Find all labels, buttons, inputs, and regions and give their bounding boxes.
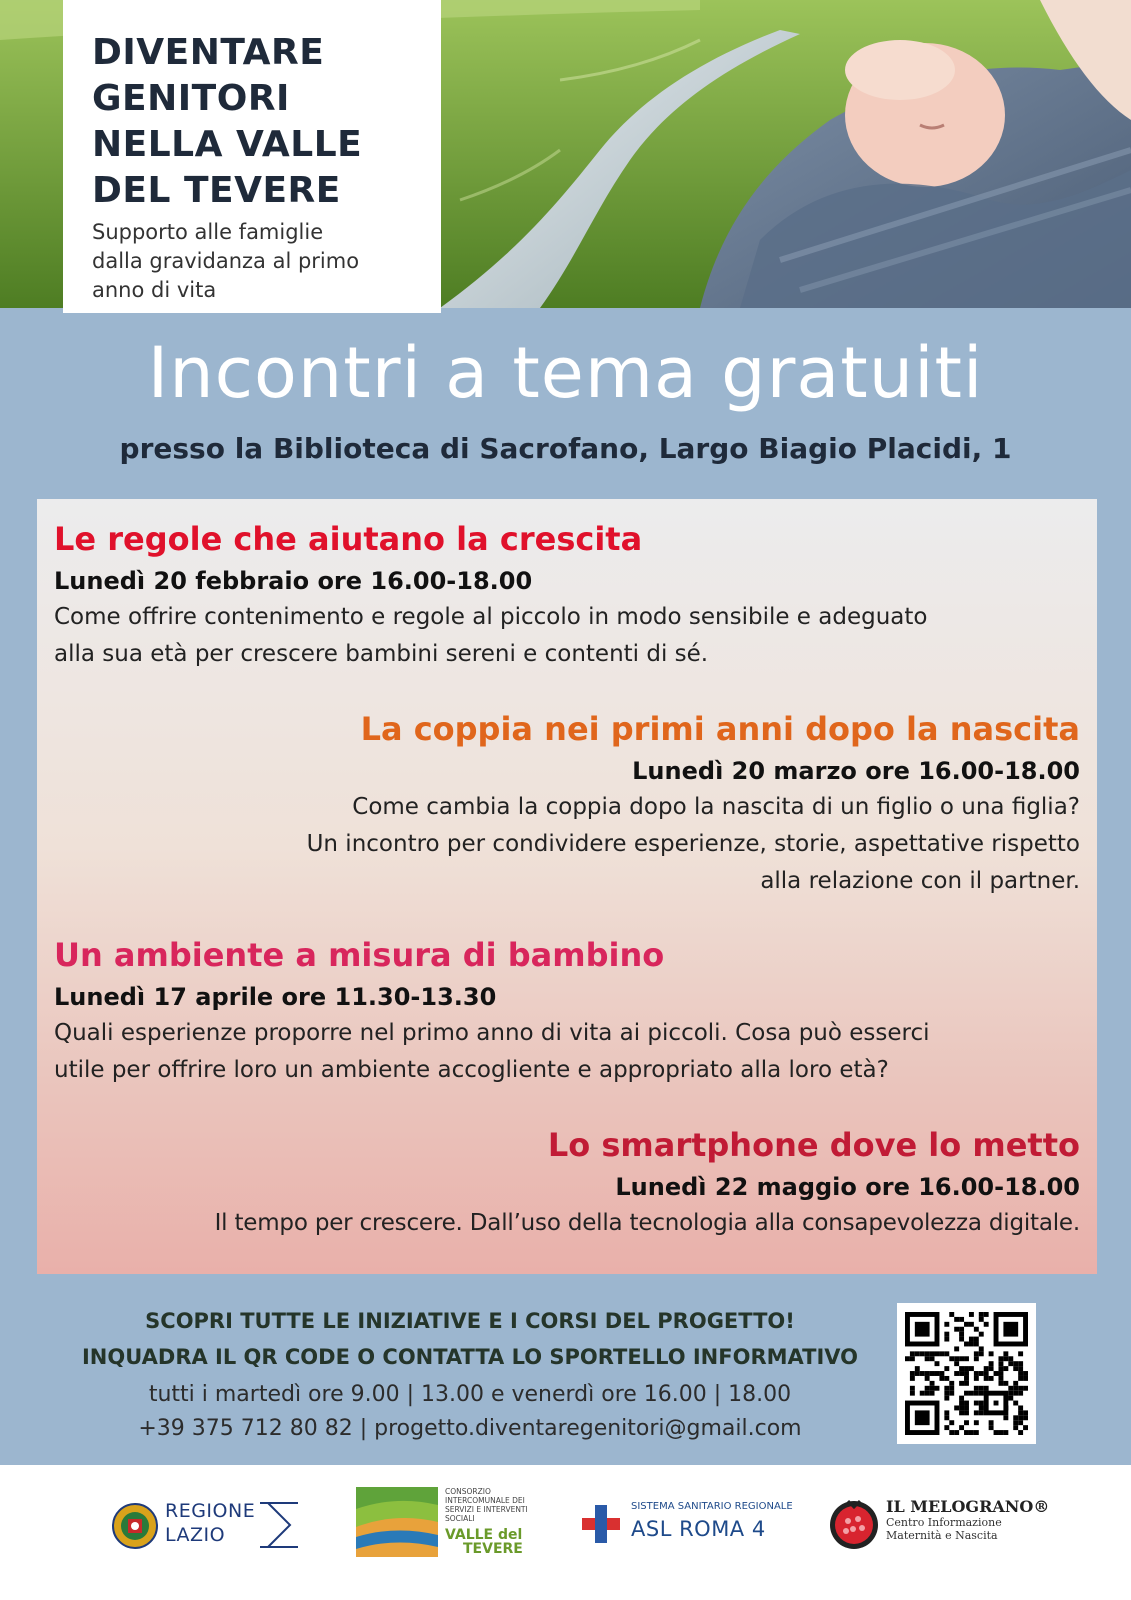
event-date: Lunedì 20 febbraio ore 16.00-18.00 — [54, 567, 533, 595]
project-subtitle-line: anno di vita — [92, 278, 217, 302]
events-panel — [37, 499, 1097, 1274]
contact-info — [40, 1378, 900, 1446]
event-description-line: utile per offrire loro un ambiente accogliente e appropriato alla loro età? — [54, 1057, 889, 1083]
consorzio-valle: VALLE del — [445, 1527, 523, 1543]
cta-line: INQUADRA IL QR CODE O CONTATTA LO SPORTELLO INFORMATIVO — [81, 1345, 859, 1369]
health-cross-icon — [582, 1505, 620, 1543]
logo-text-line: LAZIO — [165, 1524, 226, 1546]
partner-logos — [0, 1465, 1131, 1600]
event-item — [54, 1125, 1080, 1242]
event-title: La coppia nei primi anni dopo la nascita — [360, 710, 1080, 748]
event-description-line: Quali esperienze proporre nel primo anno di vita ai piccoli. Cosa può esserci — [54, 1020, 930, 1046]
regione-lazio-logo — [110, 1495, 305, 1555]
asl-name: ASL ROMA 4 — [631, 1517, 766, 1541]
event-description-line: Il tempo per crescere. Dall’uso della tecnologia alla consapevolezza digitale. — [214, 1210, 1080, 1236]
consorzio-valle-tevere-logo — [356, 1485, 531, 1560]
qr-code-icon — [905, 1311, 1028, 1436]
project-subtitle — [92, 218, 432, 305]
event-description — [54, 789, 1080, 900]
il-melograno-logo — [826, 1495, 1050, 1555]
headline: Incontri a tema gratuiti — [147, 332, 984, 414]
consorzio-name: CONSORZIO INTERCOMUNALE DEI SERVIZI E INTERVENTI SOCIALI — [445, 1487, 528, 1523]
asl-roma4-logo — [582, 1499, 802, 1549]
project-title-line: DIVENTARE — [92, 32, 325, 73]
event-item — [54, 709, 1080, 900]
pomegranate-icon — [826, 1495, 882, 1551]
office-hours: tutti i martedì ore 9.00 | 13.00 e venerdì ore 16.00 | 18.00 — [148, 1382, 792, 1407]
event-date: Lunedì 20 marzo ore 16.00-18.00 — [632, 757, 1080, 785]
lazio-crest-icon — [110, 1501, 160, 1551]
consorzio-tevere: TEVERE — [463, 1541, 523, 1557]
event-title: Le regole che aiutano la crescita — [54, 520, 643, 558]
valley-icon — [356, 1487, 438, 1557]
call-to-action — [40, 1303, 900, 1375]
regione-lazio-text — [165, 1499, 255, 1547]
event-title: Lo smartphone dove lo metto — [547, 1126, 1080, 1164]
event-date: Lunedì 17 aprile ore 11.30-13.30 — [54, 983, 497, 1011]
event-item — [54, 519, 1080, 673]
title-box — [63, 0, 441, 313]
event-description-line: alla relazione con il partner. — [760, 868, 1080, 894]
event-description — [54, 1205, 1080, 1242]
event-description — [54, 599, 1080, 673]
event-title: Un ambiente a misura di bambino — [54, 936, 665, 974]
phone-email[interactable]: +39 375 712 80 82 | progetto.diventaregenitori@gmail.com — [138, 1416, 802, 1441]
logo-text-line: REGIONE — [165, 1500, 256, 1522]
qr-code[interactable] — [897, 1303, 1036, 1444]
project-title-line: GENITORI — [92, 78, 290, 119]
event-description-line: Come cambia la coppia dopo la nascita di un figlio o una figlia? — [352, 794, 1080, 820]
event-description-line: Come offrire contenimento e regole al piccolo in modo sensibile e adeguato — [54, 604, 928, 630]
melograno-subtitle: Centro Informazione Maternità e Nascita — [886, 1516, 1002, 1542]
event-item — [54, 935, 1080, 1089]
project-title-line: DEL TEVERE — [92, 170, 341, 211]
project-subtitle-line: dalla gravidanza al primo — [92, 249, 360, 273]
event-date: Lunedì 22 maggio ore 16.00-18.00 — [615, 1173, 1080, 1201]
cta-line: SCOPRI TUTTE LE INIZIATIVE E I CORSI DEL PROGETTO! — [145, 1309, 795, 1333]
venue: presso la Biblioteca di Sacrofano, Largo Biagio Placidi, 1 — [119, 432, 1012, 465]
project-title-line: NELLA VALLE — [92, 124, 363, 165]
chevron-decoration-icon — [260, 1500, 300, 1550]
project-subtitle-line: Supporto alle famiglie — [92, 220, 324, 244]
project-title — [92, 30, 432, 214]
event-description-line: Un incontro per condividere esperienze, storie, aspettative rispetto — [306, 831, 1080, 857]
melograno-name: IL MELOGRANO® — [886, 1497, 1050, 1516]
asl-system-name: SISTEMA SANITARIO REGIONALE — [631, 1501, 793, 1512]
event-description — [54, 1015, 1080, 1089]
event-description-line: alla sua età per crescere bambini sereni e contenti di sé. — [54, 641, 709, 667]
